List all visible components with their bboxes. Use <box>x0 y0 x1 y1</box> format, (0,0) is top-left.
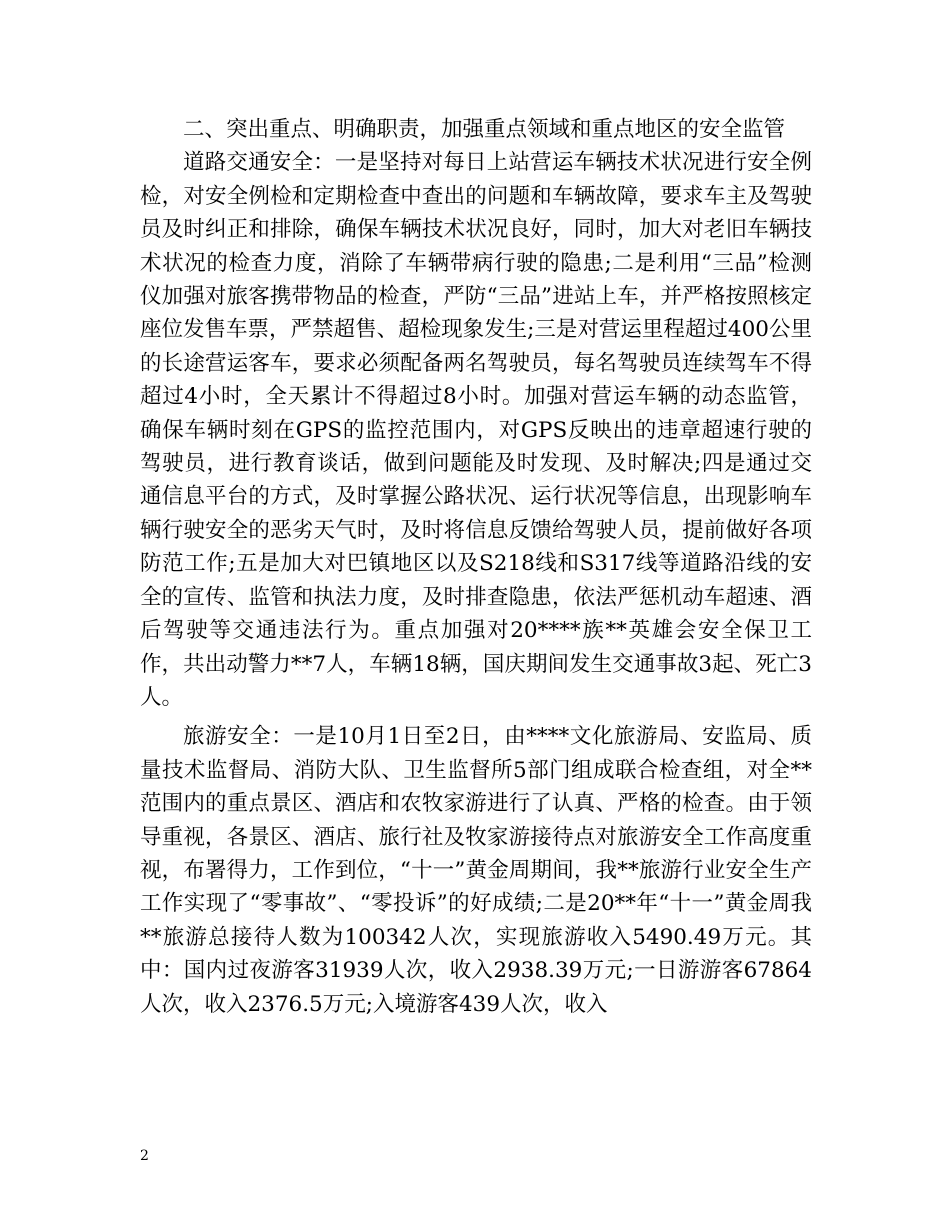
section-heading: 二、突出重点、明确职责，加强重点领域和重点地区的安全监管 <box>183 117 786 142</box>
paragraph-tourism-safety: 旅游安全：一是10月1日至2日，由****文化旅游局、安监局、质量技术监督局、消防大队、卫生监督所5部门组成联合检查组，对全**范围内的重点景区、酒店和农牧家游进行了认真、严格的检查。由于领导重视，各景区、酒店、旅行社及牧家游接待点对旅游安全工作高度重视，布署得力，工作到位，“十一”黄金周期间，我**旅游行业安全生产工作实现了“零事故”、“零投诉”的好成绩;二是20**年“十一”黄金周我**旅游总接待人数为100342人次，实现旅游收入5490.49万元。其中：国内过夜游客31939人次，收入2938.39万元;一日游游客67864人次，收入2376.5万元;入境游客439人次，收入 <box>140 724 812 1017</box>
paragraph-road-safety: 道路交通安全：一是坚持对每日上站营运车辆技术状况进行安全例检，对安全例检和定期检查中查出的问题和车辆故障，要求车主及驾驶员及时纠正和排除，确保车辆技术状况良好，同时，加大对老旧车辆技术状况的检查力度，消除了车辆带病行驶的隐患;二是利用“三品”检测仪加强对旅客携带物品的检查，严防“三品”进站上车，并严格按照核定座位发售车票，严禁超售、超检现象发生;三是对营运里程超过400公里的长途营运客车，要求必须配备两名驾驶员，每名驾驶员连续驾车不得超过4小时，全天累计不得超过8小时。加强对营运车辆的动态监管，确保车辆时刻在GPS的监控范围内，对GPS反映出的违章超速行驶的驾驶员，进行教育谈话，做到问题能及时发现、及时解决;四是通过交通信息平台的方式，及时掌握公路状况、运行状况等信息，出现影响车辆行驶安全的恶劣天气时，及时将信息反馈给驾驶人员，提前做好各项防范工作;五是加大对巴镇地区以及S218线和S317线等道路沿线的安全的宣传、监管和执法力度，及时排查隐患，依法严惩机动车超速、酒后驾驶等交通违法行为。重点加强对20****族**英雄会安全保卫工作，共出动警力**7人，车辆18辆，国庆期间发生交通事故3起、死亡3人。 <box>140 150 812 710</box>
document-body <box>140 113 812 1021</box>
page-number: 2 <box>140 1148 149 1164</box>
